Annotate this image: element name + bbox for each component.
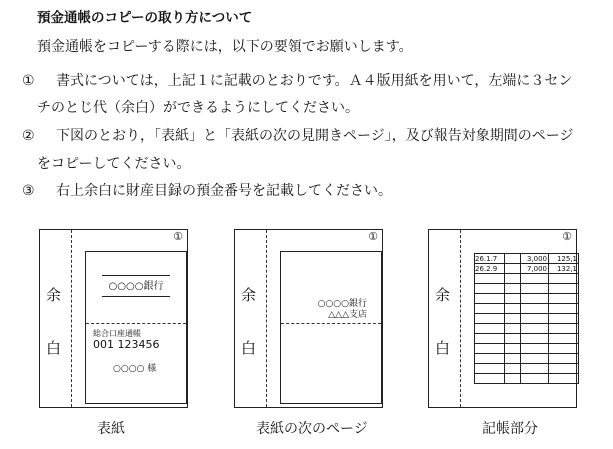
ledger-cell <box>505 304 521 314</box>
passbook-inside-page <box>280 251 382 404</box>
circled-number: ① <box>368 230 378 243</box>
ledger-cell <box>475 324 505 334</box>
ledger-cell <box>505 254 521 264</box>
margin-char-1: 余 <box>46 286 62 304</box>
ledger-cell <box>521 354 549 364</box>
ledger-cell <box>549 364 579 374</box>
ledger-cell <box>505 264 521 274</box>
item-1-line1: 書式については，上記１に記載のとおりです。Ａ４版用紙を用いて，左端に３セン <box>56 73 573 89</box>
ledger-cell <box>505 354 521 364</box>
ledger-cell <box>505 314 521 324</box>
ledger-row <box>475 264 579 274</box>
circled-number: ① <box>173 230 183 243</box>
binding-margin-line <box>266 230 267 407</box>
ledger-cell <box>475 334 505 344</box>
ledger-cell <box>549 314 579 324</box>
ledger-diagram <box>428 229 577 408</box>
passbook-cover <box>85 251 187 404</box>
ledger-cell <box>475 344 505 354</box>
ledger-cell <box>549 344 579 354</box>
document-heading: 預金通帳のコピーの取り方について <box>37 10 253 26</box>
inside-bank-name: ○○○○銀行 <box>317 299 367 309</box>
ledger-cell <box>475 274 505 284</box>
cover-bank-name: ○○○○銀行 <box>108 281 164 292</box>
bank-name-rule-top <box>102 275 170 276</box>
inside-cover-caption: 表紙の次のページ <box>256 421 368 437</box>
circled-number: ① <box>562 230 572 243</box>
item-1-line2: チのとじ代（余白）ができるようにしてください。 <box>37 100 359 116</box>
margin-char-2: 白 <box>241 339 257 357</box>
fold-line <box>86 323 186 324</box>
binding-margin-line <box>460 230 461 407</box>
binding-margin-line <box>71 230 72 407</box>
item-2-line2: をコピーしてください。 <box>37 156 191 172</box>
fold-line <box>281 323 381 324</box>
intro-text: 預金通帳をコピーする際には，以下の要領でお願いします。 <box>37 39 413 55</box>
ledger-row-empty <box>475 274 579 284</box>
ledger-cell <box>521 294 549 304</box>
ledger-cell: 132,1 <box>549 264 579 274</box>
ledger-cell <box>521 364 549 374</box>
ledger-cell <box>521 324 549 334</box>
ledger-cell <box>521 284 549 294</box>
ledger-caption: 記帳部分 <box>482 421 538 437</box>
ledger-cell <box>549 324 579 334</box>
ledger-cell <box>505 324 521 334</box>
ledger-row-empty <box>475 354 579 364</box>
ledger-cell: 7,000 <box>521 264 549 274</box>
ledger-cell <box>521 314 549 324</box>
ledger-cell <box>475 284 505 294</box>
ledger-cell <box>475 354 505 364</box>
ledger-cell <box>505 364 521 374</box>
ledger-row <box>475 254 579 264</box>
ledger-cell <box>549 284 579 294</box>
ledger-cell <box>505 344 521 354</box>
margin-char-1: 余 <box>435 286 451 304</box>
ledger-row-empty <box>475 324 579 334</box>
ledger-cell <box>505 284 521 294</box>
ledger-cell <box>505 294 521 304</box>
ledger-cell: 26.1.7 <box>475 254 505 264</box>
cover-caption: 表紙 <box>97 421 125 437</box>
ledger-row-empty <box>475 374 579 384</box>
item-3-number: ③ <box>22 183 35 199</box>
ledger-cell <box>475 294 505 304</box>
ledger-cell: 125,1 <box>549 254 579 264</box>
ledger-cell <box>549 374 579 384</box>
ledger-table <box>474 253 579 384</box>
ledger-cell <box>521 304 549 314</box>
account-number: 001 123456 <box>93 338 160 351</box>
ledger-cell <box>475 314 505 324</box>
ledger-row-empty <box>475 284 579 294</box>
ledger-row-empty <box>475 334 579 344</box>
item-1-number: ① <box>22 73 35 89</box>
margin-char-2: 白 <box>435 339 451 357</box>
ledger-cell <box>549 294 579 304</box>
ledger-cell <box>475 304 505 314</box>
ledger-cell <box>521 274 549 284</box>
branch-name: △△△支店 <box>328 310 367 320</box>
ledger-cell <box>521 374 549 384</box>
ledger-cell <box>475 364 505 374</box>
account-holder: ○○○○ 様 <box>113 364 157 374</box>
ledger-row-empty <box>475 304 579 314</box>
item-2-line1: 下図のとおり，「表紙」と「表紙の次の見開きページ」，及び報告対象期間のページ <box>56 128 574 144</box>
margin-char-1: 余 <box>241 286 257 304</box>
ledger-row-empty <box>475 364 579 374</box>
ledger-cell: 26.2.9 <box>475 264 505 274</box>
ledger-cell <box>475 374 505 384</box>
ledger-row-empty <box>475 344 579 354</box>
margin-char-2: 白 <box>46 339 62 357</box>
ledger-cell <box>505 374 521 384</box>
ledger-cell <box>521 344 549 354</box>
cover-diagram <box>39 229 188 408</box>
ledger-cell <box>549 354 579 364</box>
item-2-number: ② <box>22 128 35 144</box>
ledger-cell <box>549 274 579 284</box>
ledger-cell <box>521 334 549 344</box>
bank-name-rule-bottom <box>102 296 170 297</box>
ledger-row-empty <box>475 294 579 304</box>
ledger-cell <box>505 274 521 284</box>
ledger-cell <box>549 304 579 314</box>
ledger-cell <box>549 334 579 344</box>
ledger-row-empty <box>475 314 579 324</box>
ledger-cell <box>505 334 521 344</box>
account-type: 総合口座通帳 <box>93 329 141 338</box>
item-3-line1: 右上余白に財産目録の預金番号を記載してください。 <box>56 183 392 199</box>
ledger-cell: 3,000 <box>521 254 549 264</box>
inside-cover-diagram <box>234 229 383 408</box>
